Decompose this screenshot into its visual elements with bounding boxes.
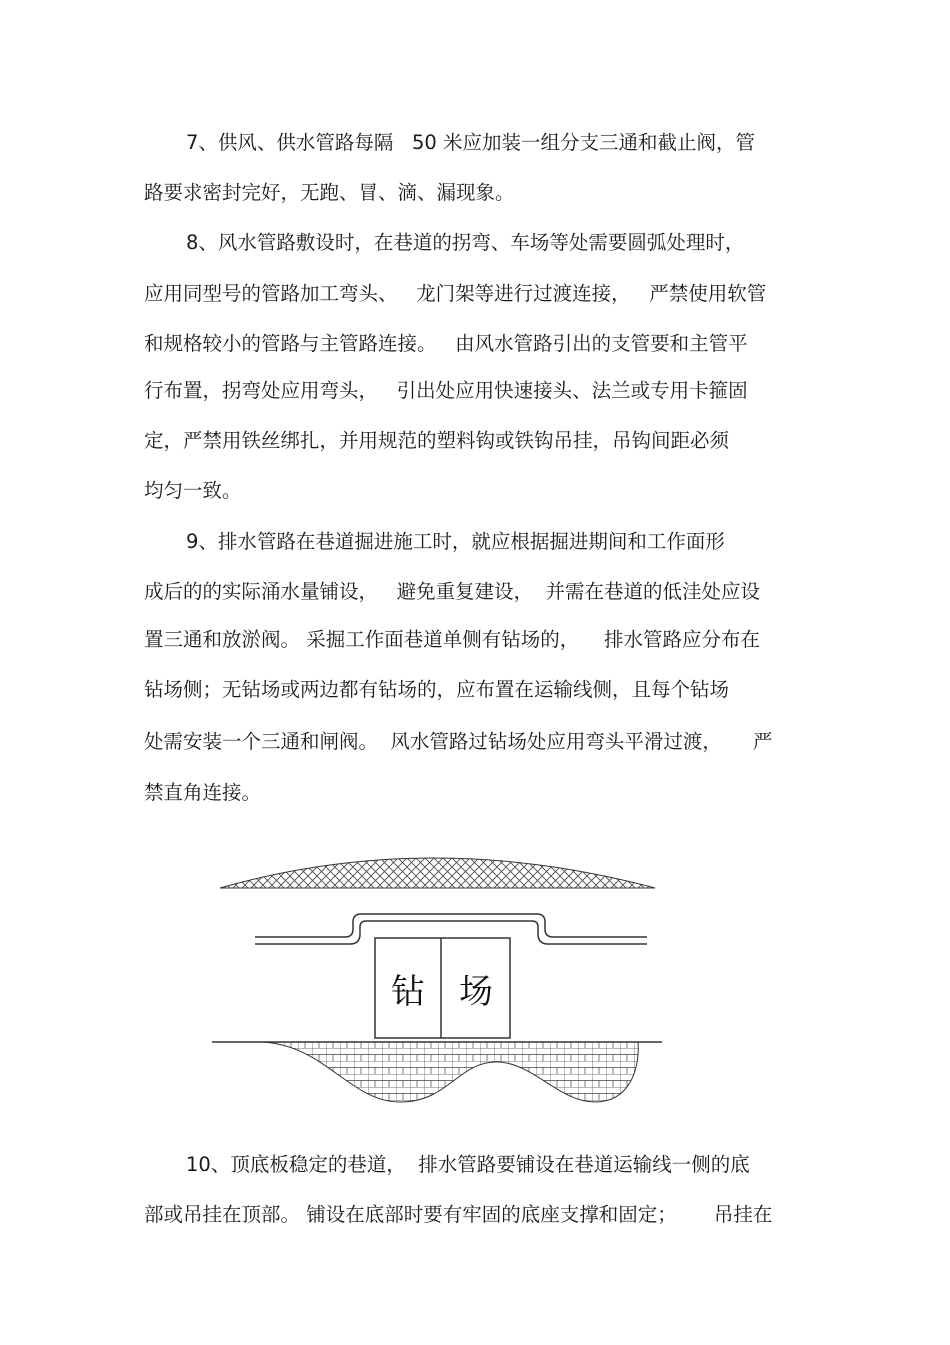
roof-strata	[220, 858, 655, 888]
drill-site-label-left: 钻	[391, 972, 425, 1012]
pipe-line-upper	[255, 914, 647, 937]
text-line: 7、供风、供水管路每隔 50 米应加装一组分支三通和截止阀，管	[186, 131, 756, 154]
text-line: 钻场侧；无钻场或两边都有钻场的，应布置在运输线侧，且每个钻场	[144, 678, 730, 701]
text-line: 8、风水管路敷设时，在巷道的拐弯、车场等处需要圆弧处理时，	[186, 231, 745, 254]
drill-site-pipe-diagram	[200, 840, 670, 1120]
text-line: 定，严禁用铁丝绑扎，并用规范的塑料钩或铁钩吊挂，吊钩间距必须	[144, 429, 730, 452]
text-line: 禁直角连接。	[144, 781, 262, 804]
text-line: 和规格较小的管路与主管路连接。 由风水管路引出的支管要和主管平	[144, 332, 748, 355]
text-line: 均匀一致。	[144, 479, 242, 502]
text-line: 置三通和放淤阀。 采掘工作面巷道单侧有钻场的， 排水管路应分布在	[144, 628, 760, 651]
text-line: 路要求密封完好，无跑、冒、滴、漏现象。	[144, 181, 515, 204]
text-line: 成后的的实际涌水量铺设， 避免重复建设， 并需在巷道的低洼处应设	[144, 580, 760, 603]
text-line: 9、排水管路在巷道掘进施工时，就应根据掘进期间和工作面形	[186, 530, 725, 553]
text-line: 10、顶底板稳定的巷道， 排水管路要铺设在巷道运输线一侧的底	[186, 1153, 750, 1176]
text-line: 部或吊挂在顶部。 铺设在底部时要有牢固的底座支撑和固定； 吊挂在	[144, 1203, 773, 1226]
text-line: 行布置，拐弯处应用弯头， 引出处应用快速接头、法兰或专用卡箍固	[144, 379, 748, 402]
text-line: 应用同型号的管路加工弯头、 龙门架等进行过渡连接， 严禁使用软管	[144, 282, 767, 305]
text-line: 处需安装一个三通和闸阀。 风水管路过钻场处应用弯头平滑过渡， 严	[144, 730, 773, 753]
floor-strata	[262, 1042, 638, 1102]
drill-site-label-right: 场	[459, 972, 493, 1012]
